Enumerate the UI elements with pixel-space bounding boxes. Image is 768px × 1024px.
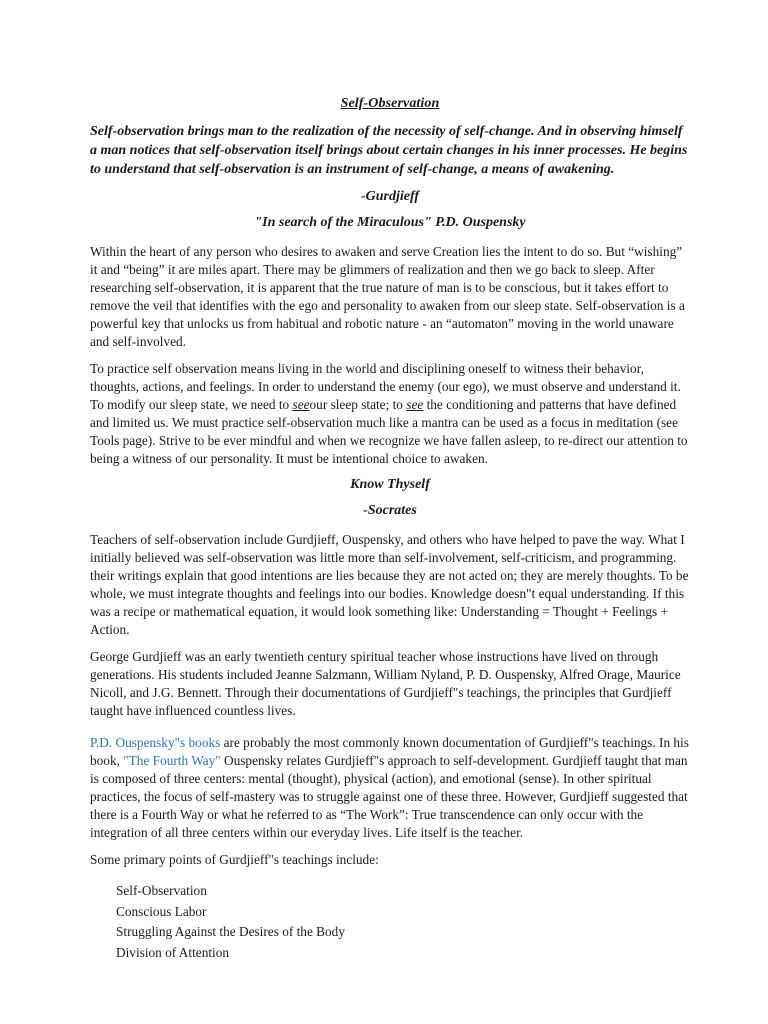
epigraph-quote: Self-observation brings man to the realization of the necessity of self-change. And in observing himself a man notices that self-observation itself brings about certain changes in his inner processes. He begins to understand that self-observation is an instrument of self-change, a means of awakening.	[90, 124, 688, 177]
emphasis-see-2: see	[406, 397, 424, 412]
paragraph-gurdjieff-history: George Gurdjieff was an early twentieth century spiritual teacher whose instructions have lived on through generations. His students included Jeanne Salzmann, William Nyland, P. D. Ouspensky, Alfred Orage, Maurice Nicoll, and J.G. Bennett. Through their documentations of Gurdjieff"s teachings, the principles that Gurdjieff taught have influenced countless lives.	[90, 649, 681, 718]
paragraph-teachers: Teachers of self-observation include Gurdjieff, Ouspensky, and others who have helped to pave the way. What I initially believed was self-observation was little more than self-involvement, self-criticism, and programming. their writings explain that good intentions are lies because they are not acted on; they are merely thoughts. To be whole, we must integrate thoughts and feelings into our bodies. Knowledge doesn"t equal understanding. If this was a recipe or mathematical equation, it would look something like: Understanding = Thought + Feelings + Action.	[90, 532, 689, 637]
list-item: Struggling Against the Desires of the Body	[116, 924, 345, 939]
heading-socrates: -Socrates	[363, 503, 417, 518]
attribution-source: "In search of the Miraculous" P.D. Ouspensky	[254, 215, 526, 230]
attribution-gurdjieff: -Gurdjieff	[360, 189, 420, 204]
link-the-fourth-way[interactable]: "The Fourth Way"	[123, 753, 221, 768]
list-item: Conscious Labor	[116, 903, 207, 919]
page-title: Self-Observation	[340, 96, 440, 111]
paragraph-fourth-way-part-2: Ouspensky relates Gurdjieff"s approach to self-development. Gurdjieff taught that man is composed of three centers: mental (thought), physical (action), and emotional (sense). In other spiritual practices, the focus of self-mastery was to struggle against one of these three. However, Gurdjieff suggested that there is a Fourth Way or what he referred to as “The Work”: True transcendence can only occur with the integration of all three centers within our everyday lives. Life itself is the teacher.	[90, 753, 688, 840]
paragraph-fourth-way-part-1: are probably the most commonly known documentation of Gurdjieff"s teachings. In his book,	[90, 735, 689, 768]
list-item: Division of Attention	[116, 944, 230, 960]
paragraph-fourth-way	[90, 734, 690, 842]
paragraph-practice-part-3: the conditioning and patterns that have defined and limited us. We must practice self-observation much like a mantra can be used as a focus in meditation (see Tools page). Strive to be ever mindful and when we recognize we have fallen asleep, to re-direct our attention to being a witness of our personality. It must be intentional choice to awaken.	[90, 397, 688, 466]
paragraph-primary-points: Some primary points of Gurdjieff"s teachings include:	[90, 852, 379, 867]
emphasis-see-1: see	[292, 397, 310, 412]
paragraph-practice-part-1: To practice self observation means living in the world and disciplining oneself to witness their behavior, thoughts, actions, and feelings. In order to understand the enemy (our ego), we must observe and understand it. To modify our sleep state, we need to	[90, 361, 681, 412]
paragraph-intro: Within the heart of any person who desires to awaken and serve Creation lies the intent to do so. But “wishing” it and “being” it are miles apart. There may be glimmers of realization and then we go back to sleep. After researching self-observation, it is apparent that the true nature of man is to be conscious, but it takes effort to remove the veil that identifies with the ego and personality to awaken from our sleep state. Self-observation is a powerful key that unlocks us from habitual and robotic nature - an “automaton” moving in the world unaware and self-involved.	[90, 244, 685, 349]
list-item: Self-Observation	[116, 883, 207, 898]
paragraph-practice-part-2: our sleep state; to	[309, 397, 407, 412]
heading-know-thyself: Know Thyself	[350, 477, 430, 492]
link-ouspensky-books[interactable]: P.D. Ouspensky"s books	[90, 735, 221, 750]
points-list	[116, 881, 690, 963]
paragraph-practice	[90, 360, 690, 468]
